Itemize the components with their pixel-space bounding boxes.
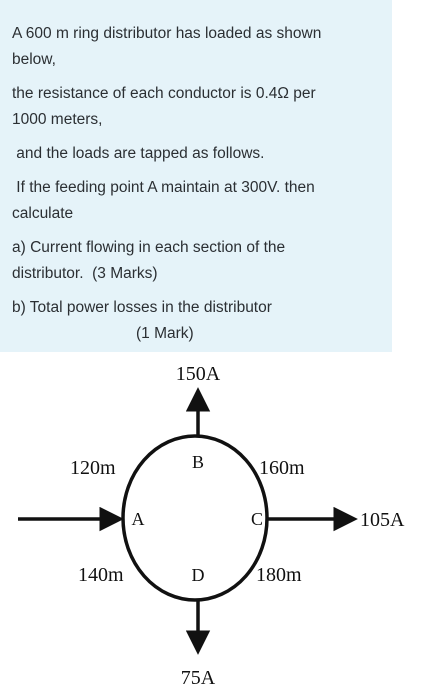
question-line-4: 1000 meters, [12,111,103,128]
node-c-label: C [250,509,264,529]
node-d-label: D [191,565,205,585]
question-line-7: calculate [12,205,74,222]
node-b-label: B [191,452,205,472]
question-line-6: If the feeding point A maintain at 300V. then [12,179,315,196]
right-load-label: 105A [360,509,405,531]
bottom-load-label: 75A [180,667,216,689]
question-line-8: a) Current flowing in each section of the [12,239,286,256]
segment-ab-label: 120m [70,457,116,479]
segment-cd-label: 180m [256,564,302,586]
question-line-10: b) Total power losses in the distributor [12,299,272,316]
question-line-2: below, [12,51,56,68]
ring-distributor-diagram [0,352,437,700]
question-line-9: distributor. (3 Marks) [12,265,158,282]
question-line-3: the resistance of each conductor is 0.4Ω per [12,85,316,102]
question-line-1: A 600 m ring distributor has loaded as shown [12,25,322,42]
question-line-5: and the loads are tapped as follows. [12,145,265,162]
node-a-label: A [131,509,145,529]
question-line-11: (1 Mark) [136,325,194,342]
segment-bc-label: 160m [259,457,305,479]
question-panel [0,0,392,352]
segment-da-label: 140m [78,564,124,586]
top-load-label: 150A [175,363,221,385]
